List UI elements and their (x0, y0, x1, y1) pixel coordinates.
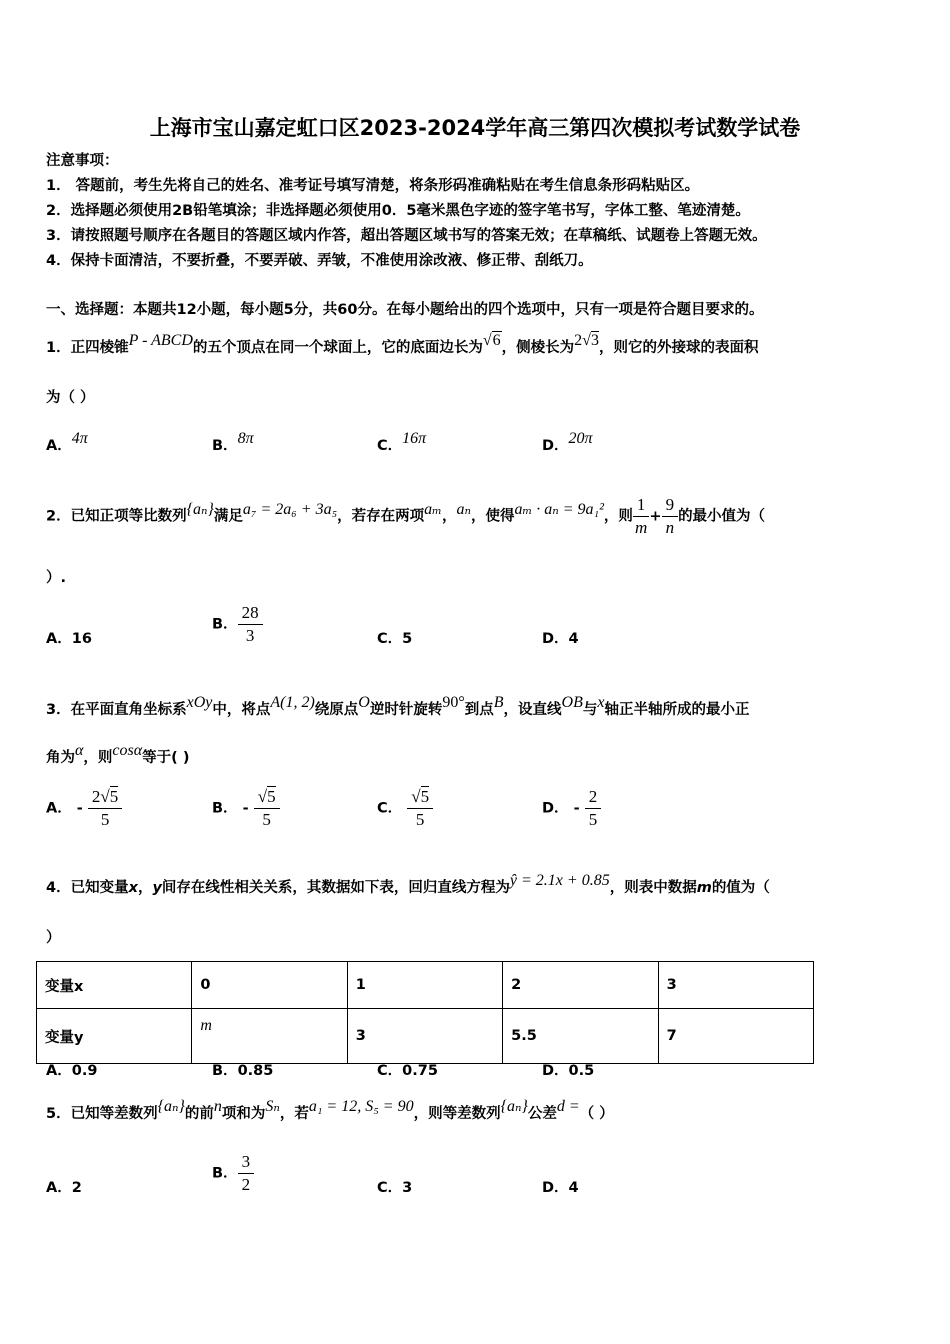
option-value: 4π (71, 430, 88, 447)
q-text: （ ） (579, 1106, 614, 1122)
q-text: 角为 (46, 750, 75, 766)
fraction (662, 494, 679, 539)
q-text: 间存在线性相关关系，其数据如下表，回归直线方程为 (161, 880, 510, 896)
option-label: C． (377, 631, 403, 647)
q-text: 1．正四棱锥 (46, 340, 129, 356)
notice-item: 3．请按照题号顺序在各题目的答题区域内作答，超出答题区域书写的答案无效；在草稿纸、试题卷上答题无效。 (46, 228, 767, 244)
q-text: ，则等差数列 (413, 1106, 501, 1122)
option-value: 5 (402, 631, 413, 647)
radicand: 5 (420, 787, 430, 806)
q-text: ，设直线 (503, 702, 562, 718)
q-text: 公差 (527, 1106, 557, 1122)
option-label: A． (46, 438, 72, 454)
option-value: 8π (237, 430, 254, 447)
q-text: ，则 (83, 750, 113, 766)
option-d[interactable] (542, 1176, 579, 1197)
q-text: ，侧棱长为 (501, 340, 575, 356)
notice-item: 2．选择题必须使用2B铅笔填涂；非选择题必须使用0．5毫米黑色字迹的签字笔书写，字体工整、笔迹清楚。 (46, 203, 750, 219)
q-text: 等于( ) (142, 750, 190, 766)
page-title: 上海市宝山嘉定虹口区2023-2024学年高三第四次模拟考试数学试卷 (149, 116, 801, 140)
option-b[interactable] (212, 602, 263, 647)
coef: 2 (91, 787, 101, 806)
math: d = (556, 1098, 580, 1115)
fraction (238, 1151, 255, 1196)
q-text: 绕原点 (314, 702, 359, 718)
math: A(1, 2) (270, 694, 315, 711)
option-label: B． (212, 800, 238, 817)
denominator: 5 (415, 810, 425, 829)
denominator: 3 (245, 626, 255, 645)
radicand: 5 (109, 787, 119, 806)
q-text: 为（ ） (46, 390, 95, 406)
q-text: ，则它的外接球的表面积 (598, 340, 759, 356)
math: OB (561, 694, 583, 711)
option-d[interactable] (542, 430, 593, 455)
radicand: 3 (590, 332, 599, 349)
numerator: 1 (633, 494, 650, 517)
math: B (493, 694, 504, 711)
option-b[interactable] (212, 786, 280, 831)
option-b[interactable] (212, 1059, 273, 1080)
sqrt: 2√3 (574, 332, 599, 349)
q-text: ，若 (279, 1106, 309, 1122)
q-text: 满足 (213, 508, 243, 525)
option-value: 0.9 (71, 1063, 98, 1079)
table-cell: 5.5 (503, 1009, 658, 1064)
option-label: B． (212, 438, 238, 454)
q-text: ） (46, 930, 61, 946)
radicand: 6 (492, 332, 501, 349)
denominator: 2 (241, 1175, 251, 1194)
data-table (36, 961, 814, 1064)
math: 90° (442, 694, 465, 711)
question-3-line2 (46, 742, 190, 768)
denominator: 5 (588, 810, 598, 829)
question-4 (46, 872, 770, 898)
option-value: 16π (402, 430, 427, 447)
numerator: √5 (407, 786, 433, 809)
option-label: C． (377, 1180, 403, 1196)
option-label: C． (377, 1063, 403, 1079)
option-label: C． (377, 800, 403, 817)
option-a[interactable] (46, 786, 122, 831)
q-text: 的前 (184, 1106, 214, 1122)
option-d[interactable] (542, 627, 579, 648)
q-text: 3．在平面直角坐标系 (46, 702, 187, 718)
q-text: 与 (582, 702, 598, 718)
numerator: 3 (238, 1151, 255, 1174)
minus-sign: - (76, 800, 83, 817)
numerator: √5 (254, 786, 280, 809)
denominator: 5 (100, 810, 110, 829)
option-label: A． (46, 1063, 72, 1079)
math: {aₙ} (500, 1098, 528, 1115)
var-x: x (128, 880, 138, 896)
q-text: 到点 (464, 702, 494, 718)
denominator: m (635, 518, 648, 537)
q-text: ，使得 (470, 508, 515, 525)
table-row (37, 1009, 814, 1064)
q-text: ， (137, 880, 153, 896)
option-value: 0.75 (402, 1063, 438, 1079)
option-label: D． (542, 1180, 569, 1196)
q-text: 逆时针旋转 (369, 702, 443, 718)
minus-sign: - (573, 800, 580, 817)
question-1 (46, 332, 759, 358)
q-text: ，则 (603, 508, 633, 525)
question-5 (46, 1098, 614, 1124)
option-c[interactable] (377, 786, 433, 831)
math: α (75, 742, 84, 759)
numerator: 2√5 (88, 786, 122, 809)
q-text: ，则表中数据 (609, 880, 697, 896)
table-cell: 7 (658, 1009, 813, 1064)
option-label: A． (46, 631, 72, 647)
option-value: 4 (568, 1180, 579, 1196)
math: x (597, 694, 605, 711)
math: P - ABCD (128, 332, 193, 349)
q-text: 的五个顶点在同一个球面上，它的底面边长为 (192, 340, 483, 356)
math: a₁ = 12, S₅ = 90 (308, 1098, 414, 1115)
option-value: 0.5 (568, 1063, 595, 1079)
notice-item: 4．保持卡面清洁，不要折叠，不要弄破、弄皱，不准使用涂改液、修正带、刮纸刀。 (46, 253, 593, 269)
option-c[interactable] (377, 1176, 412, 1197)
option-label: D． (542, 438, 569, 454)
q-text: 轴正半轴所成的最小正 (604, 702, 750, 718)
option-label: B． (212, 1063, 238, 1079)
plus-sign: + (649, 508, 662, 525)
row-header: 变量y (37, 1009, 192, 1064)
numerator: 9 (662, 494, 679, 517)
option-value: 0.85 (237, 1063, 274, 1079)
notice-heading: 注意事项： (46, 153, 119, 169)
q-text: 5．已知等差数列 (46, 1106, 158, 1122)
option-b[interactable] (212, 1151, 254, 1196)
option-a[interactable] (46, 627, 92, 648)
option-a[interactable] (46, 430, 88, 455)
denominator: 5 (262, 810, 271, 829)
table-cell: 3 (658, 962, 813, 1009)
fraction (238, 602, 263, 647)
fraction (254, 786, 280, 831)
math: Sₙ (265, 1098, 280, 1115)
option-value: 2 (71, 1180, 82, 1196)
q-text: 的最小值为（ (678, 508, 766, 525)
option-value: 20π (568, 430, 593, 447)
math: aₙ (456, 500, 471, 518)
option-label: D． (542, 1063, 569, 1079)
q-text: 4．已知变量 (46, 880, 129, 896)
fraction (585, 786, 602, 831)
option-value: 4 (568, 631, 579, 647)
math: {aₙ} (157, 1098, 185, 1115)
q-text: 的值为（ (711, 880, 770, 896)
numerator: 2 (585, 786, 602, 809)
option-label: D． (542, 800, 569, 817)
math: O (358, 694, 370, 711)
option-d[interactable] (542, 786, 601, 831)
option-label: D． (542, 631, 569, 647)
fraction (88, 786, 122, 831)
option-label: B． (212, 1165, 238, 1182)
table-cell: 2 (503, 962, 658, 1009)
q-text: ）. (46, 570, 67, 586)
math: cosα (112, 742, 143, 759)
numerator: 28 (238, 602, 263, 625)
option-value: 16 (71, 631, 92, 647)
table-cell: 1 (347, 962, 502, 1009)
coef: 2 (574, 332, 583, 349)
math: xOy (186, 694, 213, 711)
math: a₇ = 2a₆ + 3a₅ (242, 500, 338, 518)
table-cell: 3 (347, 1009, 502, 1064)
denominator: n (665, 518, 675, 537)
math: aₘ · aₙ = 9a₁² (514, 500, 604, 518)
table-cell: m (192, 1009, 347, 1064)
radicand: 5 (267, 787, 276, 806)
option-label: B． (212, 616, 238, 633)
math: n (213, 1098, 222, 1115)
fraction (407, 786, 433, 831)
minus-sign: - (242, 800, 249, 817)
math: {aₙ} (186, 500, 214, 518)
option-a[interactable] (46, 1176, 82, 1197)
math: aₘ (424, 500, 442, 518)
section-heading: 一、选择题：本题共12小题，每小题5分，共60分。在每小题给出的四个选项中，只有一项是符合题目要求的。 (46, 302, 764, 318)
option-b[interactable] (212, 430, 254, 455)
option-c[interactable] (377, 430, 427, 455)
option-label: A． (46, 1180, 72, 1196)
table-row (37, 962, 814, 1009)
q-text: 项和为 (221, 1106, 266, 1122)
question-3 (46, 694, 750, 720)
q-text: ， (441, 508, 457, 525)
sqrt: √6 (482, 332, 501, 349)
option-a[interactable] (46, 1059, 97, 1080)
fraction (633, 494, 650, 539)
notice-item: 1． 答题前，考生先将自己的姓名、准考证号填写清楚，将条形码准确粘贴在考生信息条形码粘贴区。 (46, 178, 700, 194)
option-label: C． (377, 438, 403, 454)
q-text: ，若存在两项 (337, 508, 425, 525)
option-label: A． (46, 800, 72, 817)
table-cell: 0 (192, 962, 347, 1009)
var-m: m (696, 880, 712, 896)
option-d[interactable] (542, 1059, 594, 1080)
math: ŷ = 2.1x + 0.85 (509, 872, 610, 889)
question-2 (46, 494, 765, 539)
option-value: 3 (402, 1180, 413, 1196)
option-c[interactable] (377, 627, 412, 648)
q-text: 中，将点 (212, 702, 271, 718)
var-y: y (152, 880, 162, 896)
q-text: 2．已知正项等比数列 (46, 508, 187, 525)
option-c[interactable] (377, 1059, 438, 1080)
row-header: 变量x (37, 962, 192, 1009)
